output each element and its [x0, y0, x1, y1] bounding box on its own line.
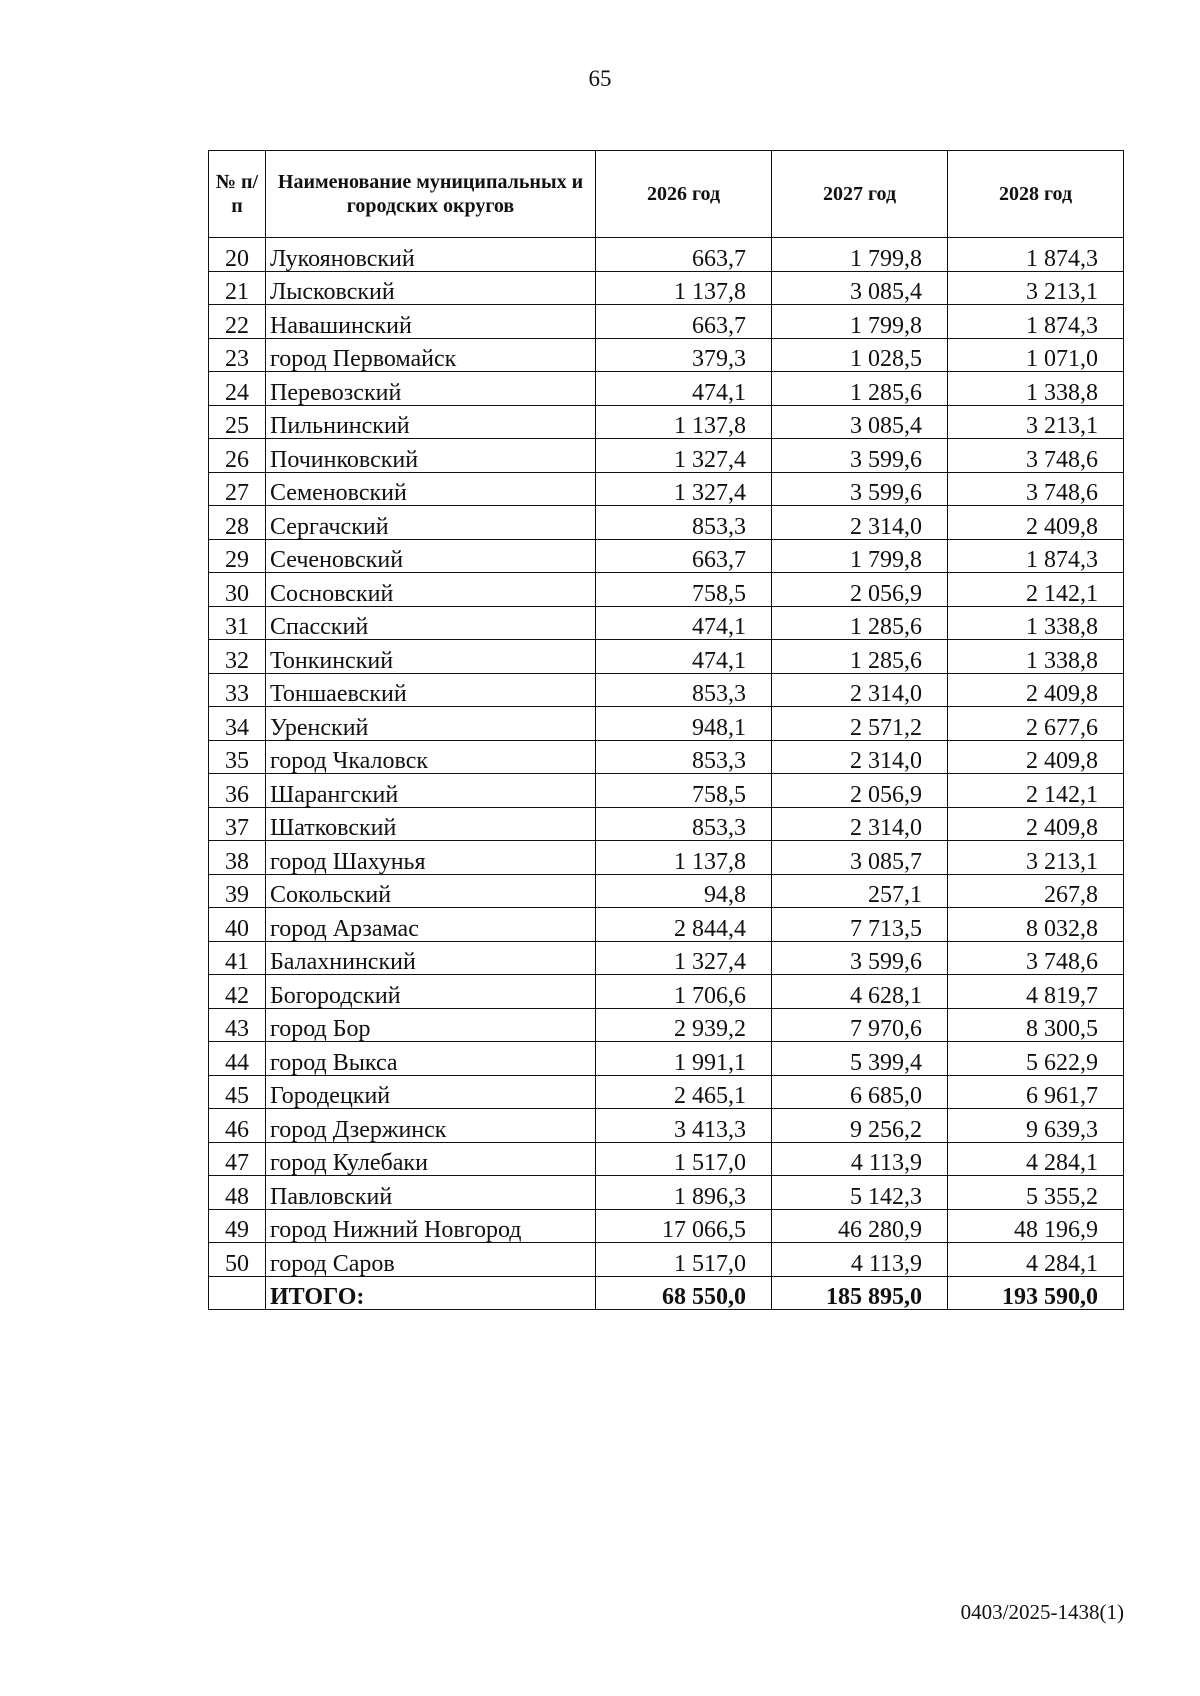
value-2027: 2 314,0: [772, 673, 948, 707]
municipality-name: город Нижний Новгород: [266, 1209, 596, 1243]
municipality-name: Павловский: [266, 1176, 596, 1210]
value-2027: 2 571,2: [772, 707, 948, 741]
row-number: 37: [209, 807, 266, 841]
municipality-name: Лысковский: [266, 271, 596, 305]
value-2026: 1 991,1: [596, 1042, 772, 1076]
value-2027: 2 314,0: [772, 506, 948, 540]
table-row: [209, 405, 1124, 439]
value-2026: 758,5: [596, 573, 772, 607]
value-2026: 2 844,4: [596, 908, 772, 942]
value-2028: 4 284,1: [948, 1142, 1124, 1176]
row-number: 21: [209, 271, 266, 305]
municipality-name: Перевозский: [266, 372, 596, 406]
table-header-row: [209, 151, 1124, 238]
value-2027: 3 599,6: [772, 941, 948, 975]
municipality-name: Тоншаевский: [266, 673, 596, 707]
table-row: [209, 573, 1124, 607]
municipality-name: Городецкий: [266, 1075, 596, 1109]
row-number: 29: [209, 539, 266, 573]
table-row: [209, 908, 1124, 942]
value-2026: 1 706,6: [596, 975, 772, 1009]
municipality-name: Семеновский: [266, 472, 596, 506]
row-number: 36: [209, 774, 266, 808]
value-2028: 1 874,3: [948, 305, 1124, 339]
municipality-name: Сосновский: [266, 573, 596, 607]
municipality-name: Лукояновский: [266, 238, 596, 272]
value-2027: 2 314,0: [772, 740, 948, 774]
value-2026: 853,3: [596, 807, 772, 841]
value-2027: 5 399,4: [772, 1042, 948, 1076]
value-2028: 3 748,6: [948, 472, 1124, 506]
table-row: [209, 975, 1124, 1009]
document-code: 0403/2025-1438(1): [960, 1600, 1124, 1624]
table-row: [209, 238, 1124, 272]
value-2027: 3 599,6: [772, 472, 948, 506]
row-number: 23: [209, 338, 266, 372]
value-2027: 1 028,5: [772, 338, 948, 372]
row-number: 26: [209, 439, 266, 473]
row-number: 38: [209, 841, 266, 875]
value-2026: 1 327,4: [596, 439, 772, 473]
header-num: № п/п: [209, 151, 266, 238]
table-row: [209, 606, 1124, 640]
value-2028: 4 284,1: [948, 1243, 1124, 1277]
value-2026: 853,3: [596, 673, 772, 707]
value-2026: 2 939,2: [596, 1008, 772, 1042]
row-number: 48: [209, 1176, 266, 1210]
value-2028: 5 355,2: [948, 1176, 1124, 1210]
table-row: [209, 472, 1124, 506]
row-number: 43: [209, 1008, 266, 1042]
municipality-name: город Чкаловск: [266, 740, 596, 774]
value-2026: 1 327,4: [596, 941, 772, 975]
municipality-name: город Арзамас: [266, 908, 596, 942]
row-number: 22: [209, 305, 266, 339]
value-2027: 2 314,0: [772, 807, 948, 841]
row-number: 34: [209, 707, 266, 741]
value-2027: 2 056,9: [772, 573, 948, 607]
row-number: 46: [209, 1109, 266, 1143]
municipality-name: Починковский: [266, 439, 596, 473]
header-2028: 2028 год: [948, 151, 1124, 238]
value-2028: 1 874,3: [948, 539, 1124, 573]
municipality-name: Шатковский: [266, 807, 596, 841]
page-number: 65: [588, 66, 612, 91]
table-body: [209, 238, 1124, 1277]
row-number: 42: [209, 975, 266, 1009]
table-row: [209, 506, 1124, 540]
municipality-name: город Кулебаки: [266, 1142, 596, 1176]
value-2027: 3 085,4: [772, 405, 948, 439]
value-2026: 94,8: [596, 874, 772, 908]
table-row: [209, 640, 1124, 674]
value-2028: 3 213,1: [948, 841, 1124, 875]
table-row: [209, 338, 1124, 372]
value-2026: 474,1: [596, 606, 772, 640]
municipality-name: Навашинский: [266, 305, 596, 339]
value-2027: 3 085,4: [772, 271, 948, 305]
table-row: [209, 740, 1124, 774]
value-2028: 3 213,1: [948, 271, 1124, 305]
value-2027: 5 142,3: [772, 1176, 948, 1210]
value-2026: 1 137,8: [596, 841, 772, 875]
municipality-name: Пильнинский: [266, 405, 596, 439]
table-row: [209, 1008, 1124, 1042]
value-2027: 1 799,8: [772, 238, 948, 272]
value-2027: 7 970,6: [772, 1008, 948, 1042]
value-2027: 1 799,8: [772, 305, 948, 339]
total-label: ИТОГО:: [266, 1276, 596, 1310]
value-2027: 4 628,1: [772, 975, 948, 1009]
value-2026: 758,5: [596, 774, 772, 808]
value-2026: 853,3: [596, 740, 772, 774]
table-row: [209, 774, 1124, 808]
total-2027: 185 895,0: [772, 1276, 948, 1310]
value-2026: 663,7: [596, 539, 772, 573]
header-2026: 2026 год: [596, 151, 772, 238]
municipality-name: Балахнинский: [266, 941, 596, 975]
row-number: 27: [209, 472, 266, 506]
table-row: [209, 807, 1124, 841]
header-2027: 2027 год: [772, 151, 948, 238]
municipality-name: город Дзержинск: [266, 1109, 596, 1143]
municipality-name: Сергачский: [266, 506, 596, 540]
table-row: [209, 1243, 1124, 1277]
table-row: [209, 439, 1124, 473]
value-2028: 48 196,9: [948, 1209, 1124, 1243]
row-number: 44: [209, 1042, 266, 1076]
row-number: 28: [209, 506, 266, 540]
value-2028: 4 819,7: [948, 975, 1124, 1009]
total-row: [209, 1276, 1124, 1310]
value-2026: 17 066,5: [596, 1209, 772, 1243]
value-2026: 948,1: [596, 707, 772, 741]
row-number: 31: [209, 606, 266, 640]
value-2028: 1 338,8: [948, 606, 1124, 640]
municipality-name: Сокольский: [266, 874, 596, 908]
table-row: [209, 1042, 1124, 1076]
value-2026: 474,1: [596, 372, 772, 406]
value-2028: 2 409,8: [948, 506, 1124, 540]
table-row: [209, 271, 1124, 305]
value-2028: 8 032,8: [948, 908, 1124, 942]
municipality-name: Тонкинский: [266, 640, 596, 674]
value-2028: 2 677,6: [948, 707, 1124, 741]
row-number: 24: [209, 372, 266, 406]
row-number: 33: [209, 673, 266, 707]
row-number: 49: [209, 1209, 266, 1243]
municipality-name: город Выкса: [266, 1042, 596, 1076]
value-2026: 1 517,0: [596, 1142, 772, 1176]
value-2028: 2 142,1: [948, 573, 1124, 607]
value-2026: 2 465,1: [596, 1075, 772, 1109]
value-2028: 1 071,0: [948, 338, 1124, 372]
total-num-cell: [209, 1276, 266, 1310]
row-number: 40: [209, 908, 266, 942]
value-2028: 267,8: [948, 874, 1124, 908]
table-row: [209, 941, 1124, 975]
value-2028: 1 338,8: [948, 372, 1124, 406]
value-2027: 3 599,6: [772, 439, 948, 473]
table-row: [209, 539, 1124, 573]
value-2027: 4 113,9: [772, 1142, 948, 1176]
allocation-table: [208, 150, 1124, 1310]
total-2028: 193 590,0: [948, 1276, 1124, 1310]
header-name: Наименование муниципальных и городских округов: [266, 151, 596, 238]
value-2028: 3 748,6: [948, 941, 1124, 975]
row-number: 32: [209, 640, 266, 674]
municipality-name: Богородский: [266, 975, 596, 1009]
row-number: 30: [209, 573, 266, 607]
table-row: [209, 1209, 1124, 1243]
municipality-name: Сеченовский: [266, 539, 596, 573]
value-2028: 1 874,3: [948, 238, 1124, 272]
value-2027: 2 056,9: [772, 774, 948, 808]
table-row: [209, 1075, 1124, 1109]
municipality-name: Шарангский: [266, 774, 596, 808]
value-2026: 1 896,3: [596, 1176, 772, 1210]
row-number: 20: [209, 238, 266, 272]
value-2027: 1 285,6: [772, 372, 948, 406]
municipality-name: город Бор: [266, 1008, 596, 1042]
value-2026: 1 137,8: [596, 405, 772, 439]
municipality-name: город Первомайск: [266, 338, 596, 372]
value-2027: 7 713,5: [772, 908, 948, 942]
value-2026: 474,1: [596, 640, 772, 674]
row-number: 35: [209, 740, 266, 774]
value-2026: 3 413,3: [596, 1109, 772, 1143]
table-row: [209, 1109, 1124, 1143]
value-2026: 663,7: [596, 305, 772, 339]
value-2026: 1 137,8: [596, 271, 772, 305]
row-number: 39: [209, 874, 266, 908]
table-row: [209, 1176, 1124, 1210]
table-row: [209, 305, 1124, 339]
table-row: [209, 707, 1124, 741]
value-2028: 2 409,8: [948, 740, 1124, 774]
value-2028: 8 300,5: [948, 1008, 1124, 1042]
value-2028: 2 409,8: [948, 807, 1124, 841]
municipality-name: Спасский: [266, 606, 596, 640]
value-2027: 4 113,9: [772, 1243, 948, 1277]
value-2027: 9 256,2: [772, 1109, 948, 1143]
total-2026: 68 550,0: [596, 1276, 772, 1310]
value-2028: 5 622,9: [948, 1042, 1124, 1076]
value-2028: 3 213,1: [948, 405, 1124, 439]
table-row: [209, 673, 1124, 707]
value-2027: 257,1: [772, 874, 948, 908]
value-2028: 2 409,8: [948, 673, 1124, 707]
value-2026: 1 327,4: [596, 472, 772, 506]
table-row: [209, 874, 1124, 908]
municipality-name: город Саров: [266, 1243, 596, 1277]
value-2026: 379,3: [596, 338, 772, 372]
value-2027: 1 285,6: [772, 640, 948, 674]
value-2028: 1 338,8: [948, 640, 1124, 674]
value-2026: 1 517,0: [596, 1243, 772, 1277]
value-2026: 663,7: [596, 238, 772, 272]
table-row: [209, 1142, 1124, 1176]
row-number: 41: [209, 941, 266, 975]
value-2027: 1 799,8: [772, 539, 948, 573]
value-2028: 9 639,3: [948, 1109, 1124, 1143]
value-2027: 6 685,0: [772, 1075, 948, 1109]
row-number: 47: [209, 1142, 266, 1176]
value-2028: 6 961,7: [948, 1075, 1124, 1109]
table-row: [209, 372, 1124, 406]
municipality-name: Уренский: [266, 707, 596, 741]
value-2028: 3 748,6: [948, 439, 1124, 473]
row-number: 45: [209, 1075, 266, 1109]
row-number: 50: [209, 1243, 266, 1277]
value-2028: 2 142,1: [948, 774, 1124, 808]
row-number: 25: [209, 405, 266, 439]
value-2027: 3 085,7: [772, 841, 948, 875]
value-2027: 46 280,9: [772, 1209, 948, 1243]
municipality-name: город Шахунья: [266, 841, 596, 875]
value-2027: 1 285,6: [772, 606, 948, 640]
value-2026: 853,3: [596, 506, 772, 540]
table-row: [209, 841, 1124, 875]
